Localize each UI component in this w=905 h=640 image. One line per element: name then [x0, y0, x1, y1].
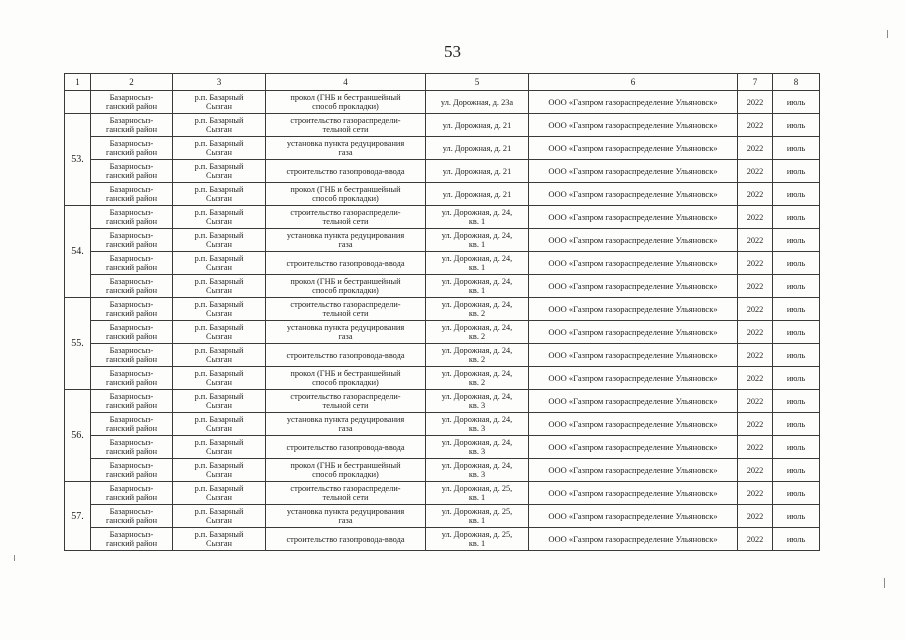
district-cell: Базарносыз- ганский район — [91, 482, 173, 505]
column-header: 5 — [426, 74, 529, 91]
address-cell: ул. Дорожная, д. 24, кв. 2 — [426, 367, 529, 390]
address-cell: ул. Дорожная, д. 24, кв. 3 — [426, 413, 529, 436]
work-type-cell: строительство газопровода-ввода — [266, 252, 426, 275]
district-cell: Базарносыз- ганский район — [91, 528, 173, 551]
work-type-cell: строительство газопровода-ввода — [266, 528, 426, 551]
month-cell: июль — [773, 91, 820, 114]
table-row — [65, 505, 820, 528]
address-cell: ул. Дорожная, д. 24, кв. 1 — [426, 252, 529, 275]
address-cell: ул. Дорожная, д. 25, кв. 1 — [426, 528, 529, 551]
locality-cell: р.п. Базарный Сызган — [173, 505, 266, 528]
events-table — [64, 73, 820, 551]
organization-cell: ООО «Газпром газораспределение Ульяновск» — [529, 459, 738, 482]
district-cell: Базарносыз- ганский район — [91, 160, 173, 183]
district-cell: Базарносыз- ганский район — [91, 436, 173, 459]
district-cell: Базарносыз- ганский район — [91, 390, 173, 413]
year-cell: 2022 — [738, 482, 773, 505]
work-type-cell: строительство газопровода-ввода — [266, 344, 426, 367]
organization-cell: ООО «Газпром газораспределение Ульяновск» — [529, 183, 738, 206]
item-number-cell: 55. — [65, 298, 91, 390]
table-row — [65, 321, 820, 344]
address-cell: ул. Дорожная, д. 24, кв. 1 — [426, 229, 529, 252]
locality-cell: р.п. Базарный Сызган — [173, 91, 266, 114]
column-header: 4 — [266, 74, 426, 91]
month-cell: июль — [773, 183, 820, 206]
month-cell: июль — [773, 229, 820, 252]
table-row — [65, 252, 820, 275]
year-cell: 2022 — [738, 413, 773, 436]
month-cell: июль — [773, 413, 820, 436]
work-type-cell: строительство газопровода-ввода — [266, 436, 426, 459]
address-cell: ул. Дорожная, д. 21 — [426, 183, 529, 206]
work-type-cell: строительство газопровода-ввода — [266, 160, 426, 183]
table-body — [65, 91, 820, 551]
address-cell: ул. Дорожная, д. 24, кв. 1 — [426, 206, 529, 229]
item-number-cell: 57. — [65, 482, 91, 551]
table-row — [65, 390, 820, 413]
district-cell: Базарносыз- ганский район — [91, 275, 173, 298]
column-header: 8 — [773, 74, 820, 91]
organization-cell: ООО «Газпром газораспределение Ульяновск» — [529, 114, 738, 137]
table-row — [65, 436, 820, 459]
year-cell: 2022 — [738, 390, 773, 413]
organization-cell: ООО «Газпром газораспределение Ульяновск» — [529, 91, 738, 114]
district-cell: Базарносыз- ганский район — [91, 183, 173, 206]
month-cell: июль — [773, 321, 820, 344]
district-cell: Базарносыз- ганский район — [91, 298, 173, 321]
organization-cell: ООО «Газпром газораспределение Ульяновск» — [529, 413, 738, 436]
work-type-cell: установка пункта редуцирования газа — [266, 505, 426, 528]
month-cell: июль — [773, 459, 820, 482]
organization-cell: ООО «Газпром газораспределение Ульяновск» — [529, 505, 738, 528]
table-row — [65, 528, 820, 551]
month-cell: июль — [773, 528, 820, 551]
organization-cell: ООО «Газпром газораспределение Ульяновск» — [529, 436, 738, 459]
table-row — [65, 275, 820, 298]
address-cell: ул. Дорожная, д. 24, кв. 2 — [426, 344, 529, 367]
work-type-cell: строительство газораспредели- тельной сети — [266, 482, 426, 505]
locality-cell: р.п. Базарный Сызган — [173, 344, 266, 367]
work-type-cell: прокол (ГНБ и бестраншейный способ прокладки) — [266, 367, 426, 390]
address-cell: ул. Дорожная, д. 24, кв. 3 — [426, 459, 529, 482]
district-cell: Базарносыз- ганский район — [91, 505, 173, 528]
address-cell: ул. Дорожная, д. 24, кв. 2 — [426, 321, 529, 344]
district-cell: Базарносыз- ганский район — [91, 367, 173, 390]
address-cell: ул. Дорожная, д. 25, кв. 1 — [426, 482, 529, 505]
table-row — [65, 459, 820, 482]
district-cell: Базарносыз- ганский район — [91, 344, 173, 367]
locality-cell: р.п. Базарный Сызган — [173, 252, 266, 275]
work-type-cell: прокол (ГНБ и бестраншейный способ прокладки) — [266, 275, 426, 298]
organization-cell: ООО «Газпром газораспределение Ульяновск» — [529, 482, 738, 505]
district-cell: Базарносыз- ганский район — [91, 137, 173, 160]
district-cell: Базарносыз- ганский район — [91, 321, 173, 344]
table-row — [65, 206, 820, 229]
locality-cell: р.п. Базарный Сызган — [173, 390, 266, 413]
year-cell: 2022 — [738, 114, 773, 137]
year-cell: 2022 — [738, 183, 773, 206]
scan-speck — [884, 578, 885, 588]
table-row — [65, 482, 820, 505]
table-row — [65, 229, 820, 252]
organization-cell: ООО «Газпром газораспределение Ульяновск» — [529, 390, 738, 413]
work-type-cell: строительство газораспредели- тельной сети — [266, 298, 426, 321]
district-cell: Базарносыз- ганский район — [91, 114, 173, 137]
table-row — [65, 91, 820, 114]
address-cell: ул. Дорожная, д. 24, кв. 3 — [426, 436, 529, 459]
organization-cell: ООО «Газпром газораспределение Ульяновск» — [529, 321, 738, 344]
locality-cell: р.п. Базарный Сызган — [173, 137, 266, 160]
organization-cell: ООО «Газпром газораспределение Ульяновск» — [529, 229, 738, 252]
work-type-cell: установка пункта редуцирования газа — [266, 413, 426, 436]
work-type-cell: строительство газораспредели- тельной сети — [266, 390, 426, 413]
month-cell: июль — [773, 344, 820, 367]
district-cell: Базарносыз- ганский район — [91, 252, 173, 275]
month-cell: июль — [773, 275, 820, 298]
organization-cell: ООО «Газпром газораспределение Ульяновск» — [529, 344, 738, 367]
item-number-cell: 53. — [65, 114, 91, 206]
locality-cell: р.п. Базарный Сызган — [173, 206, 266, 229]
organization-cell: ООО «Газпром газораспределение Ульяновск» — [529, 367, 738, 390]
organization-cell: ООО «Газпром газораспределение Ульяновск» — [529, 206, 738, 229]
item-number-cell — [65, 91, 91, 114]
locality-cell: р.п. Базарный Сызган — [173, 321, 266, 344]
year-cell: 2022 — [738, 229, 773, 252]
year-cell: 2022 — [738, 505, 773, 528]
organization-cell: ООО «Газпром газораспределение Ульяновск» — [529, 275, 738, 298]
month-cell: июль — [773, 114, 820, 137]
month-cell: июль — [773, 252, 820, 275]
address-cell: ул. Дорожная, д. 25, кв. 1 — [426, 505, 529, 528]
work-type-cell: прокол (ГНБ и бестраншейный способ прокладки) — [266, 183, 426, 206]
locality-cell: р.п. Базарный Сызган — [173, 528, 266, 551]
address-cell: ул. Дорожная, д. 21 — [426, 114, 529, 137]
year-cell: 2022 — [738, 206, 773, 229]
month-cell: июль — [773, 390, 820, 413]
address-cell: ул. Дорожная, д. 24, кв. 1 — [426, 275, 529, 298]
scan-speck — [14, 555, 15, 561]
table-row — [65, 114, 820, 137]
column-header: 6 — [529, 74, 738, 91]
year-cell: 2022 — [738, 436, 773, 459]
table-header-row — [65, 74, 820, 91]
organization-cell: ООО «Газпром газораспределение Ульяновск» — [529, 528, 738, 551]
district-cell: Базарносыз- ганский район — [91, 413, 173, 436]
column-header: 2 — [91, 74, 173, 91]
year-cell: 2022 — [738, 252, 773, 275]
month-cell: июль — [773, 160, 820, 183]
item-number-cell: 56. — [65, 390, 91, 482]
year-cell: 2022 — [738, 137, 773, 160]
year-cell: 2022 — [738, 91, 773, 114]
work-type-cell: установка пункта редуцирования газа — [266, 321, 426, 344]
month-cell: июль — [773, 482, 820, 505]
organization-cell: ООО «Газпром газораспределение Ульяновск» — [529, 252, 738, 275]
locality-cell: р.п. Базарный Сызган — [173, 114, 266, 137]
year-cell: 2022 — [738, 321, 773, 344]
month-cell: июль — [773, 436, 820, 459]
table-row — [65, 413, 820, 436]
year-cell: 2022 — [738, 344, 773, 367]
locality-cell: р.п. Базарный Сызган — [173, 183, 266, 206]
month-cell: июль — [773, 206, 820, 229]
month-cell: июль — [773, 367, 820, 390]
address-cell: ул. Дорожная, д. 21 — [426, 160, 529, 183]
locality-cell: р.п. Базарный Сызган — [173, 413, 266, 436]
address-cell: ул. Дорожная, д. 23а — [426, 91, 529, 114]
address-cell: ул. Дорожная, д. 24, кв. 2 — [426, 298, 529, 321]
month-cell: июль — [773, 298, 820, 321]
table-row — [65, 344, 820, 367]
locality-cell: р.п. Базарный Сызган — [173, 459, 266, 482]
locality-cell: р.п. Базарный Сызган — [173, 229, 266, 252]
table-row — [65, 183, 820, 206]
year-cell: 2022 — [738, 459, 773, 482]
year-cell: 2022 — [738, 367, 773, 390]
locality-cell: р.п. Базарный Сызган — [173, 482, 266, 505]
work-type-cell: установка пункта редуцирования газа — [266, 229, 426, 252]
district-cell: Базарносыз- ганский район — [91, 206, 173, 229]
organization-cell: ООО «Газпром газораспределение Ульяновск» — [529, 298, 738, 321]
column-header: 1 — [65, 74, 91, 91]
month-cell: июль — [773, 505, 820, 528]
locality-cell: р.п. Базарный Сызган — [173, 160, 266, 183]
column-header: 7 — [738, 74, 773, 91]
column-header: 3 — [173, 74, 266, 91]
address-cell: ул. Дорожная, д. 21 — [426, 137, 529, 160]
locality-cell: р.п. Базарный Сызган — [173, 367, 266, 390]
locality-cell: р.п. Базарный Сызган — [173, 436, 266, 459]
page-number: 53 — [444, 42, 461, 61]
district-cell: Базарносыз- ганский район — [91, 91, 173, 114]
organization-cell: ООО «Газпром газораспределение Ульяновск» — [529, 137, 738, 160]
year-cell: 2022 — [738, 298, 773, 321]
work-type-cell: строительство газораспредели- тельной сети — [266, 206, 426, 229]
address-cell: ул. Дорожная, д. 24, кв. 3 — [426, 390, 529, 413]
scan-speck — [887, 30, 888, 38]
table-row — [65, 160, 820, 183]
organization-cell: ООО «Газпром газораспределение Ульяновск» — [529, 160, 738, 183]
work-type-cell: строительство газораспредели- тельной сети — [266, 114, 426, 137]
district-cell: Базарносыз- ганский район — [91, 459, 173, 482]
work-type-cell: прокол (ГНБ и бестраншейный способ прокладки) — [266, 459, 426, 482]
locality-cell: р.п. Базарный Сызган — [173, 275, 266, 298]
work-type-cell: прокол (ГНБ и бестраншейный способ прокладки) — [266, 91, 426, 114]
month-cell: июль — [773, 137, 820, 160]
work-type-cell: установка пункта редуцирования газа — [266, 137, 426, 160]
locality-cell: р.п. Базарный Сызган — [173, 298, 266, 321]
year-cell: 2022 — [738, 160, 773, 183]
table-row — [65, 298, 820, 321]
item-number-cell: 54. — [65, 206, 91, 298]
year-cell: 2022 — [738, 275, 773, 298]
table-row — [65, 367, 820, 390]
table-row — [65, 137, 820, 160]
district-cell: Базарносыз- ганский район — [91, 229, 173, 252]
year-cell: 2022 — [738, 528, 773, 551]
